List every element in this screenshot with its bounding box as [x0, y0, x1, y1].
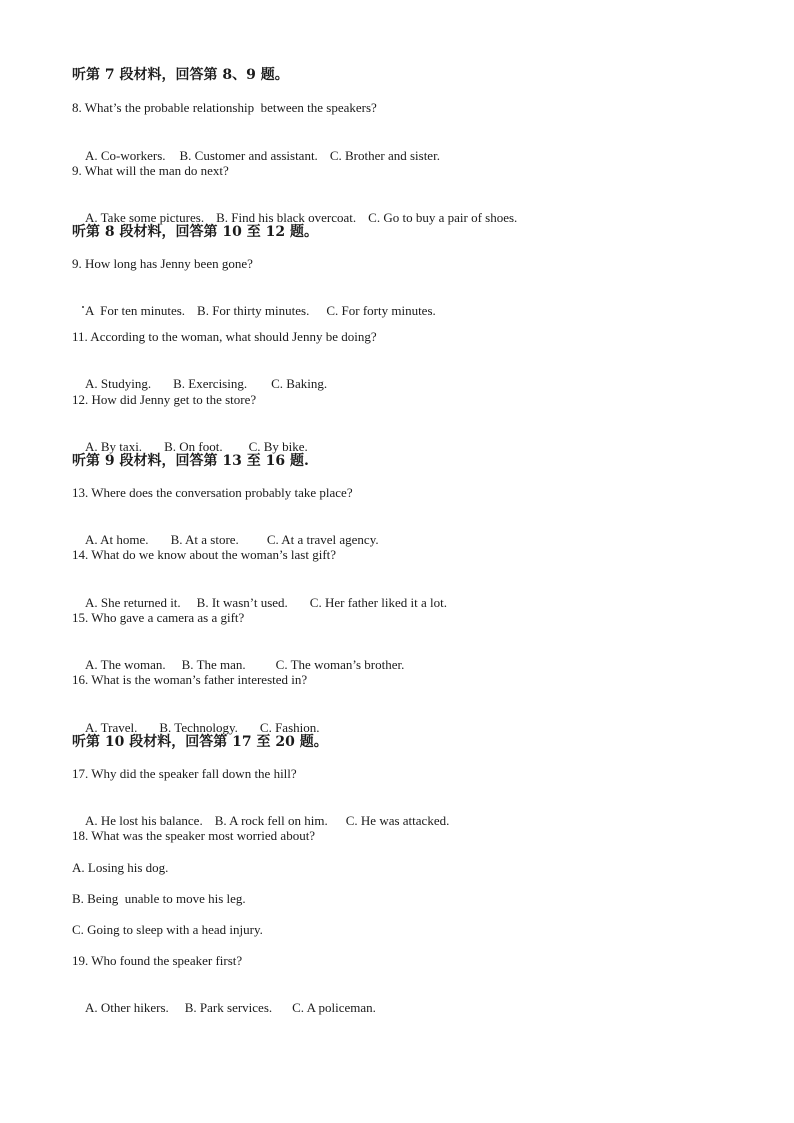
question-text: 17. Why did the speaker fall down the hill? — [72, 766, 297, 781]
option-a: A. Co-workers. — [85, 148, 166, 163]
question-text: 14. What do we know about the woman’s last gift? — [72, 547, 337, 562]
stray-mark — [82, 306, 84, 308]
option-b: B. The man. — [181, 657, 246, 672]
option-b: B. On foot. — [164, 439, 223, 454]
option-c: C. Fashion. — [259, 720, 320, 735]
option-a: A. The woman. — [85, 657, 166, 672]
option-c: C. He was attacked. — [345, 813, 450, 828]
section-heading: 听第 10 段材料，回答第 17 至 20 题。 — [72, 734, 328, 750]
option-b: B. Exercising. — [173, 376, 248, 391]
option-b: B. Technology. — [159, 720, 238, 735]
option-c: C. Her father liked it a lot. — [309, 595, 447, 610]
option-a: A. By taxi. — [85, 439, 143, 454]
option-c: C. The woman’s brother. — [275, 657, 405, 672]
option-b: B. At a store. — [170, 532, 239, 547]
option-a: A. Losing his dog. — [72, 860, 169, 875]
options-row — [72, 287, 436, 335]
option-b: B. For thirty minutes. — [197, 303, 310, 318]
option-a: A. At home. — [85, 532, 149, 547]
option-a: A. Studying. — [85, 376, 152, 391]
option-c: C. Brother and sister. — [329, 148, 440, 163]
option-a: A. Take some pictures. — [85, 210, 205, 225]
question-text: 9. What will the man do next? — [72, 163, 229, 178]
option-a: A. She returned it. — [85, 595, 181, 610]
section-heading: 听第 8 段材料，回答第 10 至 12 题。 — [72, 224, 318, 240]
option-a: A. Other hikers. — [85, 1000, 169, 1015]
options-row — [72, 984, 376, 1032]
option-b: B. It wasn’t used. — [196, 595, 288, 610]
question-text: 12. How did Jenny get to the store? — [72, 392, 257, 407]
option-a: A. Travel. — [85, 720, 138, 735]
question-text: 15. Who gave a camera as a gift? — [72, 610, 245, 625]
section-heading: 听第 7 段材料，回答第 8、9 题。 — [72, 67, 289, 83]
question-text: 11. According to the woman, what should Jenny be doing? — [72, 329, 377, 344]
option-b: B. Find his black overcoat. — [216, 210, 357, 225]
question-text: 19. Who found the speaker first? — [72, 953, 243, 968]
option-c: C. Going to sleep with a head injury. — [72, 922, 263, 937]
option-b: B. Customer and assistant. — [179, 148, 318, 163]
option-b: B. Park services. — [184, 1000, 273, 1015]
option-c: C. For forty minutes. — [326, 303, 436, 318]
question-text: 13. Where does the conversation probably take place? — [72, 485, 353, 500]
option-c: C. Go to buy a pair of shoes. — [368, 210, 518, 225]
question-text: 8. What’s the probable relationship between the speakers? — [72, 100, 377, 115]
option-a: A For ten minutes. — [85, 303, 186, 318]
option-c: C. A policeman. — [292, 1000, 376, 1015]
option-a: A. He lost his balance. — [85, 813, 203, 828]
option-c: C. Baking. — [271, 376, 328, 391]
option-c: C. At a travel agency. — [266, 532, 379, 547]
question-text: 16. What is the woman’s father interested in? — [72, 672, 308, 687]
option-b: B. A rock fell on him. — [214, 813, 328, 828]
section-heading: 听第 9 段材料，回答第 13 至 16 题. — [72, 453, 309, 469]
question-text: 18. What was the speaker most worried about? — [72, 828, 316, 843]
option-b: B. Being unable to move his leg. — [72, 891, 246, 906]
option-c: C. By bike. — [248, 439, 308, 454]
question-text: 9. How long has Jenny been gone? — [72, 256, 253, 271]
